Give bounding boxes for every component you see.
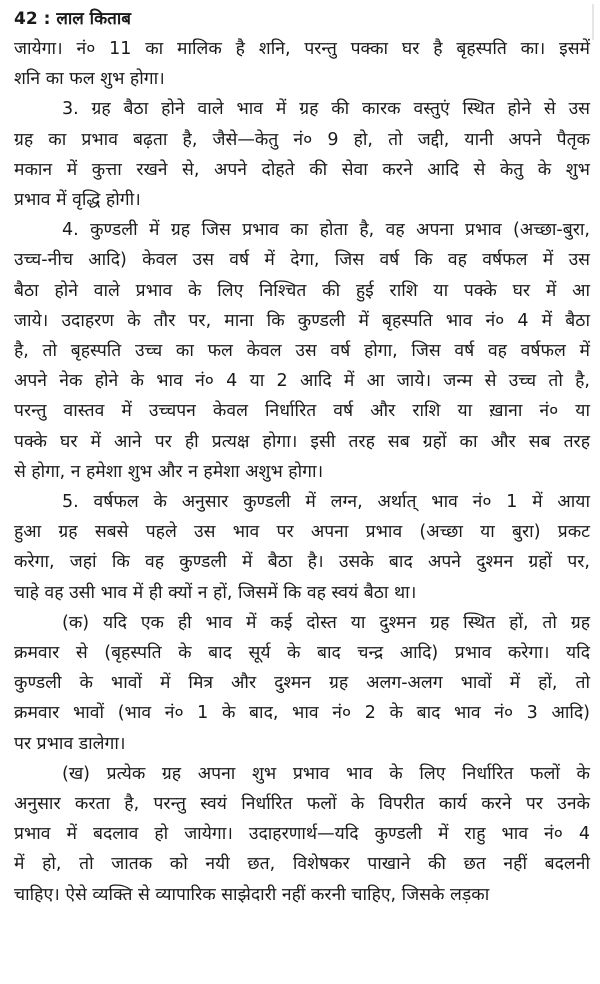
text-line: है, तो बृहस्पति उच्च का फल केवल उस वर्ष होगा, जिस वर्ष वह वर्षफल में [14, 341, 590, 362]
text-line: करेगा, जहां कि वह कुण्डली में बैठा है। उसके बाद अपने दुश्मन ग्रहों पर, [14, 552, 590, 573]
paragraph [14, 94, 590, 215]
text-line: 5. वर्षफल के अनुसार कुण्डली में लग्न, अर्थात् भाव नं० 1 में आया [62, 492, 590, 513]
text-line: चाहे वह उसी भाव में ही क्यों न हों, जिसमें कि वह स्वयं बैठा था। [14, 582, 417, 603]
book-title: लाल किताब [56, 9, 131, 29]
text-line: में हो, तो जातक को नयी छत, विशेषकर पाखाने की छत नहीं बदलनी [14, 854, 590, 875]
text-line: 3. ग्रह बैठा होने वाले भाव में ग्रह की कारक वस्तुएं स्थित होने से उस [62, 99, 590, 120]
text-line: पक्के घर में आने पर ही प्रत्यक्ष होगा। इसी तरह सब ग्रहों का और सब तरह [14, 431, 590, 452]
text-line: 4. कुण्डली में ग्रह जिस प्रभाव का होता है, वह अपना प्रभाव (अच्छा-बुरा, [62, 220, 590, 241]
text-line: प्रभाव में वृद्धि होगी। [14, 190, 141, 211]
text-line: जाये। उदाहरण के तौर पर, माना कि कुण्डली में बृहस्पति भाव नं० 4 में बैठा [14, 310, 590, 331]
page-header [14, 4, 590, 34]
text-line: अपने नेक होने के भाव नं० 4 या 2 आदि में आ जाये। जन्म से उच्च तो है, [14, 371, 590, 392]
text-line: कुण्डली के भावों में मित्र और दुश्मन ग्रह अलग-अलग भावों में हों, तो [14, 673, 590, 694]
text-line: शनि का फल शुभ होगा। [14, 69, 165, 90]
text-line: बैठा होने वाले प्रभाव के लिए निश्चित की हुई राशि या पक्के घर में आ [14, 280, 590, 301]
page-number: 42 [14, 9, 38, 29]
text-line: अनुसार करता है, परन्तु स्वयं निर्धारित फलों के विपरीत कार्य करने पर उनके [14, 794, 590, 815]
page-body [14, 34, 590, 910]
text-line: से होगा, न हमेशा शुभ और न हमेशा अशुभ होगा। [14, 461, 324, 482]
text-line: मकान में कुत्ता रखने से, अपने दोहते की सेवा करने आदि से केतु के शुभ [14, 159, 590, 180]
header-separator: : [37, 9, 57, 29]
book-page [14, 4, 590, 910]
paragraph [14, 608, 590, 759]
text-line: क्रमवार से (बृहस्पति के बाद सूर्य के बाद चन्द्र आदि) प्रभाव करेगा। यदि [14, 643, 590, 664]
text-line: क्रमवार भावों (भाव नं० 1 के बाद, भाव नं० 2 के बाद भाव नं० 3 आदि) [14, 703, 590, 724]
text-line: ग्रह का प्रभाव बढ़ता है, जैसे—केतु नं० 9 हो, तो जद्दी, यानी अपने पैतृक [14, 129, 590, 150]
paragraph [14, 215, 590, 487]
paragraph [14, 759, 590, 910]
paragraph [14, 487, 590, 608]
text-line: पर प्रभाव डालेगा। [14, 733, 126, 754]
scan-edge-mark [592, 4, 594, 40]
text-line: हुआ ग्रह सबसे पहले उस भाव पर अपना प्रभाव (अच्छा या बुरा) प्रकट [14, 522, 590, 543]
text-line: उच्च-नीच आदि) केवल उस वर्ष में देगा, जिस वर्ष कि वह वर्षफल में उस [14, 250, 590, 271]
text-line: प्रभाव में बदलाव हो जायेगा। उदाहरणार्थ—यदि कुण्डली में राहु भाव नं० 4 [14, 824, 590, 845]
text-line: (ख) प्रत्येक ग्रह अपना शुभ प्रभाव भाव के लिए निर्धारित फलों के [62, 763, 590, 784]
text-line: चाहिए। ऐसे व्यक्ति से व्यापारिक साझेदारी नहीं करनी चाहिए, जिसके लड़का [14, 884, 490, 905]
text-line: परन्तु वास्तव में उच्चपन केवल निर्धारित वर्ष और राशि या ख़ाना नं० या [14, 401, 590, 422]
text-line: जायेगा। नं० 11 का मालिक है शनि, परन्तु पक्का घर है बृहस्पति का। इसमें [14, 39, 590, 59]
text-line: (क) यदि एक ही भाव में कई दोस्त या दुश्मन ग्रह स्थित हों, तो ग्रह [62, 612, 590, 633]
paragraph [14, 34, 590, 94]
